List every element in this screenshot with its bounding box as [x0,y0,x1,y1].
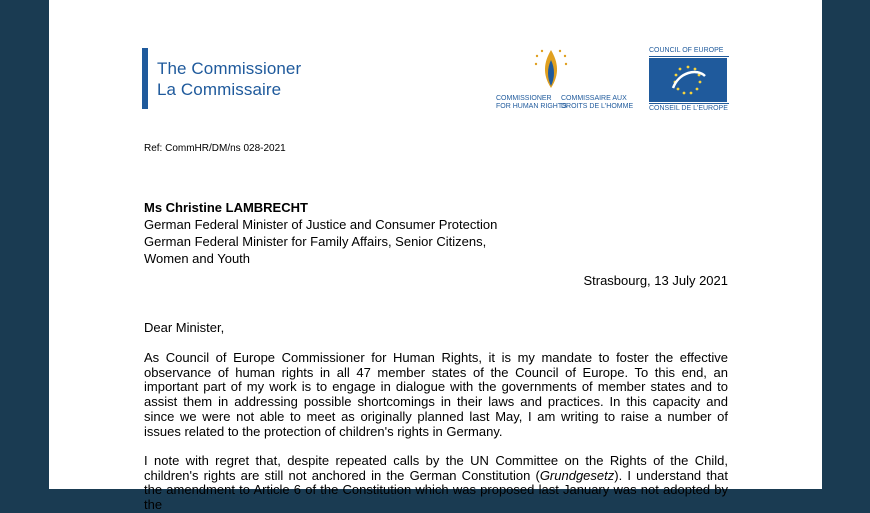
letter-paragraph-1: As Council of Europe Commissioner for Human Rights, it is my mandate to foster the effective observance of human rights in all 47 member states of the Council of Europe. To this end, an important part of my work is to engage in dialogue with the governments of member states and to assist them in addressing possible shortcomings in their laws and practices. In this capacity and since we were not able to meet as originally planned last May, I am writing to raise a number of issues related to the protection of children's rights in Germany. [144,350,728,439]
letter-greeting: Dear Minister, [144,320,225,335]
council-of-europe-logo [649,47,729,113]
commissioner-title-en: The Commissioner [157,59,302,78]
addressee-block [144,199,497,267]
letter-paragraph-2: I note with regret that, despite repeated calls by the UN Committee on the Rights of the Child, children's rights are still not anchored in the German Constitution (Grundgesetz). I understand that the amendment to Article 6 of the Constitution which was proposed last January was not adopted by the [144,453,728,513]
letter-date: Strasbourg, 13 July 2021 [583,273,728,288]
commissioner-flame-icon [533,48,569,92]
office-caption-fr: COMMISSAIRE AUX DROITS DE L'HOMME [561,95,634,110]
letter-reference: Ref: CommHR/DM/ns 028-2021 [144,143,286,154]
coe-name-fr: CONSEIL DE L'EUROPE [649,105,728,112]
commissioner-title-fr: La Commissaire [157,80,282,99]
addressee-title-1: German Federal Minister of Justice and Consumer Protection [144,217,498,232]
addressee-title-2: German Federal Minister for Family Affairs, Senior Citizens, [144,234,487,249]
commissioner-logo [142,48,301,109]
office-caption-en: COMMISSIONER FOR HUMAN RIGHTS [496,95,567,110]
addressee-title-3: Women and Youth [144,251,251,266]
coe-name-en: COUNCIL OF EUROPE [649,47,729,57]
coe-flag-icon [649,58,727,102]
letter-page [49,0,822,513]
addressee-name: Ms Christine LAMBRECHT [144,200,308,215]
